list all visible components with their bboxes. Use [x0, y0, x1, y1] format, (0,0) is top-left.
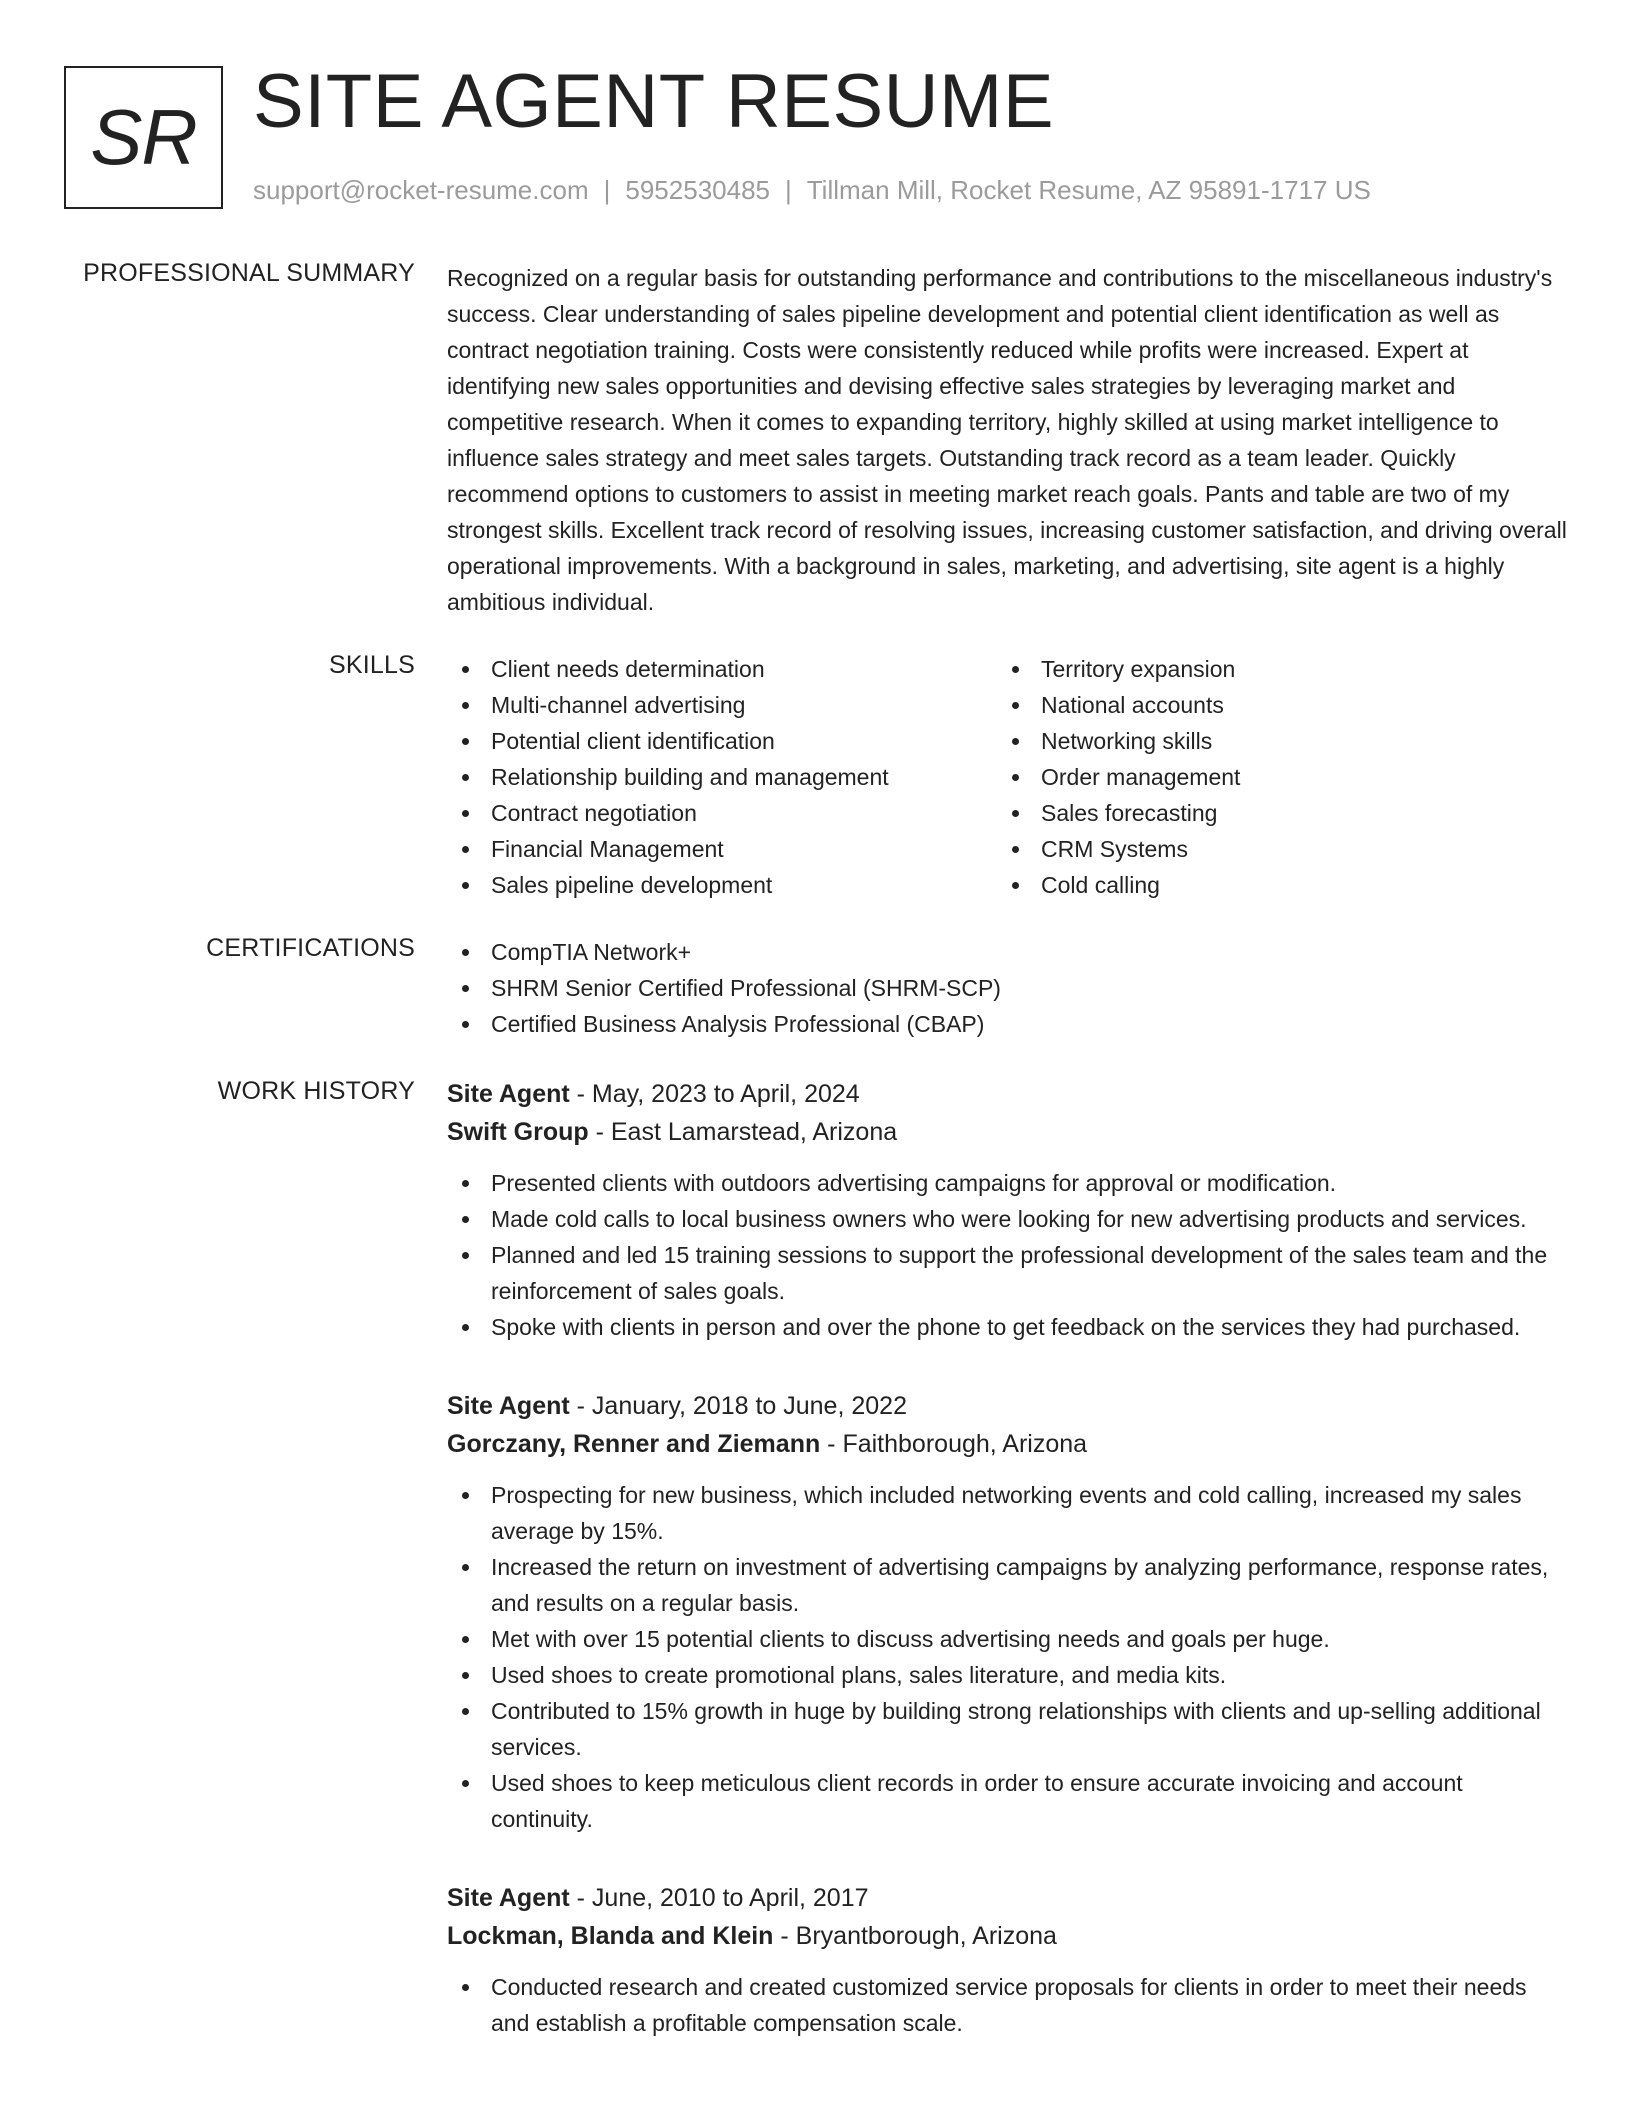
certifications-list — [447, 934, 1567, 1042]
skill-item: Order management — [997, 759, 1547, 795]
job-bullet: Met with over 15 potential clients to discuss advertising needs and goals per huge. — [447, 1621, 1567, 1657]
skill-item: Cold calling — [997, 867, 1547, 903]
skill-item: Networking skills — [997, 723, 1547, 759]
job-dates: - January, 2018 to June, 2022 — [569, 1392, 907, 1420]
job-company-line — [447, 1425, 1567, 1463]
certification-item: Certified Business Analysis Professional (CBAP) — [447, 1006, 1567, 1042]
job-bullet: Contributed to 15% growth in huge by building strong relationships with clients and up-selling additional services. — [447, 1693, 1567, 1765]
job-entry — [447, 1075, 1567, 1345]
job-bullets — [447, 1165, 1567, 1345]
job-bullet: Conducted research and created customized service proposals for clients in order to meet their needs and establish a profitable compensation scale. — [447, 1969, 1567, 2041]
job-bullet: Used shoes to create promotional plans, sales literature, and media kits. — [447, 1657, 1567, 1693]
summary-text: Recognized on a regular basis for outstanding performance and contributions to the miscellaneous industry's success. Clear understanding of sales pipeline development and potential client identification as well as contract negotiation training. Costs were consistently reduced while profits were increased. Expert at identifying new sales opportunities and devising effective sales strategies by leveraging market and competitive research. When it comes to expanding territory, highly skilled at using market intelligence to influence sales strategy and meet sales targets. Outstanding track record as a team leader. Quickly recommend options to customers to assist in meeting market reach goals. Pants and table are two of my strongest skills. Excellent track record of resolving issues, increasing customer satisfaction, and driving overall operational improvements. With a background in sales, marketing, and advertising, site agent is a highly ambitious individual. — [447, 265, 1567, 615]
job-company: Lockman, Blanda and Klein — [447, 1922, 774, 1950]
skill-item: Client needs determination — [447, 651, 997, 687]
job-bullets — [447, 1477, 1567, 1837]
job-bullet: Made cold calls to local business owners who were looking for new advertising products and services. — [447, 1201, 1567, 1237]
certification-item: SHRM Senior Certified Professional (SHRM-SCP) — [447, 970, 1567, 1006]
separator: | — [603, 175, 611, 205]
job-company: Swift Group — [447, 1118, 589, 1146]
skill-item: National accounts — [997, 687, 1547, 723]
monogram-logo: SR — [64, 66, 223, 209]
job-company-line — [447, 1113, 1567, 1151]
section-label-work-history: WORK HISTORY — [217, 1077, 415, 1105]
section-label-certifications: CERTIFICATIONS — [206, 934, 415, 962]
email-text: support@rocket-resume.com — [253, 175, 589, 205]
address-text: Tillman Mill, Rocket Resume, AZ 95891-1717 US — [806, 175, 1371, 205]
skill-item: Financial Management — [447, 831, 997, 867]
job-title-line — [447, 1879, 1567, 1917]
job-entry — [447, 1387, 1567, 1837]
contact-line — [253, 175, 1371, 206]
skill-item: Multi-channel advertising — [447, 687, 997, 723]
job-title-line — [447, 1075, 1567, 1113]
job-title: Site Agent — [447, 1080, 570, 1108]
job-bullet: Planned and led 15 training sessions to support the professional development of the sales team and the reinforcement of sales goals. — [447, 1237, 1567, 1309]
skill-item: Sales pipeline development — [447, 867, 997, 903]
skill-item: Sales forecasting — [997, 795, 1547, 831]
job-company: Gorczany, Renner and Ziemann — [447, 1430, 821, 1458]
job-title-line — [447, 1387, 1567, 1425]
job-bullet: Presented clients with outdoors advertising campaigns for approval or modification. — [447, 1165, 1567, 1201]
section-label-summary: PROFESSIONAL SUMMARY — [83, 259, 415, 287]
skill-item: Territory expansion — [997, 651, 1547, 687]
certification-item: CompTIA Network+ — [447, 934, 1567, 970]
job-location: - East Lamarstead, Arizona — [588, 1118, 898, 1146]
skill-item: CRM Systems — [997, 831, 1547, 867]
job-location: - Faithborough, Arizona — [820, 1430, 1088, 1458]
job-bullet: Used shoes to keep meticulous client records in order to ensure accurate invoicing and account continuity. — [447, 1765, 1567, 1837]
job-bullet: Increased the return on investment of advertising campaigns by analyzing performance, response rates, and results on a regular basis. — [447, 1549, 1567, 1621]
job-title: Site Agent — [447, 1392, 570, 1420]
job-dates: - June, 2010 to April, 2017 — [569, 1884, 869, 1912]
skill-item: Contract negotiation — [447, 795, 997, 831]
skills-list-left — [447, 651, 997, 903]
job-entry — [447, 1879, 1567, 2041]
phone-text: 5952530485 — [625, 175, 770, 205]
section-label-skills: SKILLS — [329, 651, 415, 679]
skill-item: Potential client identification — [447, 723, 997, 759]
page-title: SITE AGENT RESUME — [253, 59, 1055, 144]
job-bullet: Spoke with clients in person and over the phone to get feedback on the services they had purchased. — [447, 1309, 1567, 1345]
job-title: Site Agent — [447, 1884, 570, 1912]
job-bullets — [447, 1969, 1567, 2041]
job-dates: - May, 2023 to April, 2024 — [569, 1080, 860, 1108]
job-company-line — [447, 1917, 1567, 1955]
job-bullet: Prospecting for new business, which included networking events and cold calling, increased my sales average by 15%. — [447, 1477, 1567, 1549]
job-location: - Bryantborough, Arizona — [773, 1922, 1057, 1950]
skills-list-right — [997, 651, 1547, 903]
skill-item: Relationship building and management — [447, 759, 997, 795]
separator: | — [785, 175, 792, 205]
